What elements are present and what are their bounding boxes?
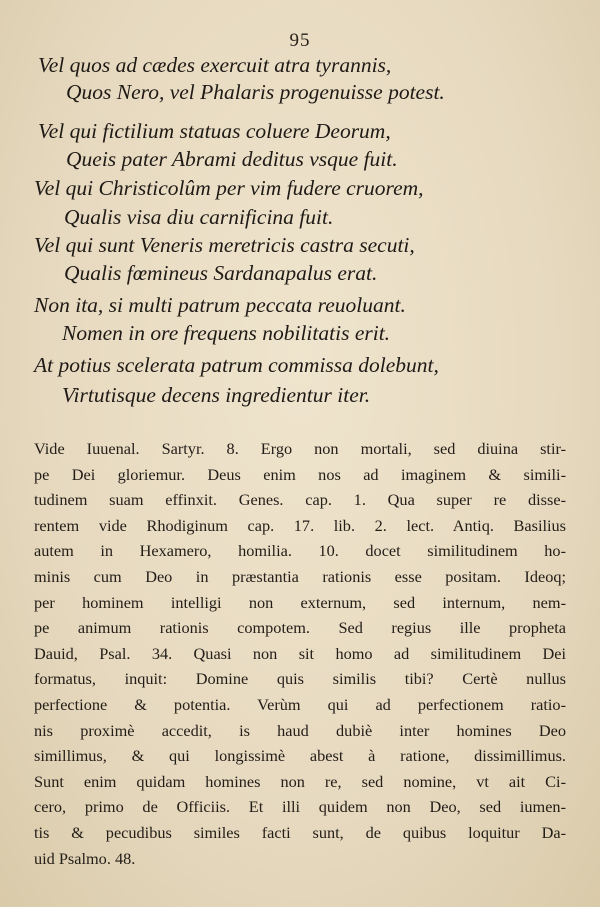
prose-line: tudinem suam effinxit. Genes. cap. 1. Qua super re disse- (34, 490, 566, 510)
verse-line: Vel qui Christicolûm per vim fudere cruorem, (34, 176, 424, 200)
verse-line: Vel quos ad cædes exercuit atra tyrannis, (38, 53, 392, 77)
prose-line: autem in Hexamero, homilia. 10. docet similitudinem ho- (34, 541, 566, 561)
verse-line: Vel qui fictilium statuas coluere Deorum, (38, 119, 391, 143)
verse-line: Vel qui sunt Veneris meretricis castra secuti, (34, 233, 415, 257)
prose-line: minis cum Deo in præstantia rationis esse positam. Ideoq; (34, 566, 566, 586)
prose-line: uid Psalmo. 48. (34, 848, 136, 868)
prose-line: Dauid, Psal. 34. Quasi non sit homo ad similitudinem Dei (34, 643, 566, 663)
prose-line: rentem vide Rhodiginum cap. 17. lib. 2. lect. Antiq. Basilius (34, 515, 566, 535)
prose-line: pe Dei gloriemur. Deus enim nos ad imaginem & simili- (34, 464, 566, 484)
prose-line: per hominem intelligi non externum, sed internum, nem- (34, 592, 566, 612)
verse-line: Qualis visa diu carnificina fuit. (64, 205, 334, 229)
prose-line: pe animum rationis compotem. Sed regius ille propheta (34, 618, 566, 638)
prose-line: simillimus, & qui longissimè abest à ratione, dissimillimus. (34, 746, 566, 766)
prose-line: Sunt enim quidam homines non re, sed nomine, vt ait Ci- (34, 771, 566, 791)
verse-line: Qualis fœmineus Sardanapalus erat. (64, 261, 378, 285)
verse-line: Queis pater Abrami deditus vsque fuit. (66, 147, 398, 171)
verse-line: Non ita, si multi patrum peccata reuoluant. (34, 293, 406, 317)
prose-line: nis proximè accedit, is haud dubiè inter homines Deo (34, 720, 566, 740)
verse-line: Quos Nero, vel Phalaris progenuisse potest. (66, 80, 445, 104)
prose-line: cero, primo de Officiis. Et illi quidem non Deo, sed iumen- (34, 797, 566, 817)
verse-line: At potius scelerata patrum commissa dolebunt, (34, 353, 439, 377)
commentary-paragraph (34, 436, 566, 871)
verse-line: Virtutisque decens ingredientur iter. (62, 383, 371, 407)
page-number: 95 (289, 30, 311, 51)
prose-line: Vide Iuuenal. Sartyr. 8. Ergo non mortali, sed diuina stir- (34, 439, 566, 458)
verse-line: Nomen in ore frequens nobilitatis erit. (62, 321, 391, 345)
prose-line: tis & pecudibus similes facti sunt, de quibus loquitur Da- (34, 822, 566, 842)
prose-line: perfectione & potentia. Verùm qui ad perfectionem ratio- (34, 694, 566, 714)
prose-line: formatus, inquit: Domine quis similis tibi? Certè nullus (34, 669, 566, 689)
